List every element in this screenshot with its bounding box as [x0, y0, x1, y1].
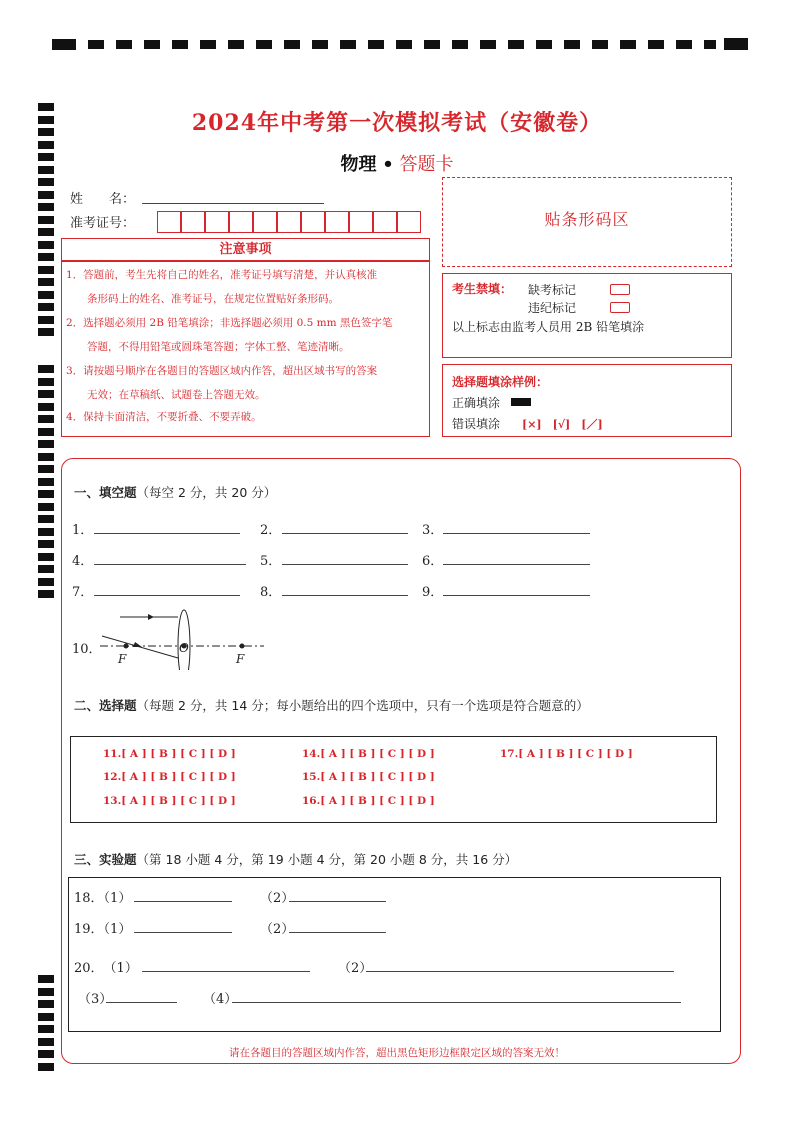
choice-16[interactable]: 16.[ A ] [ B ] [ C ] [ D ]: [302, 795, 435, 807]
timing-mark: [38, 540, 54, 548]
section1-note: （每空 2 分，共 20 分）: [136, 485, 277, 500]
timing-mark: [38, 565, 54, 573]
timing-mark: [38, 216, 54, 224]
fill-8-label: 8．: [260, 585, 282, 600]
page-title: 2024年中考第一次模拟考试（安徽卷）: [191, 110, 603, 136]
notice-item-3b: 无效；在草稿纸、试题卷上答题无效。: [66, 389, 266, 401]
q18-part1-label: 18．（1）: [74, 891, 132, 906]
id-digit-box[interactable]: [181, 211, 205, 233]
timing-mark: [38, 228, 54, 236]
fill-4-line[interactable]: [94, 564, 246, 565]
timing-mark: [38, 266, 54, 274]
notice-item-2: 2．选择题必须用 2B 铅笔填涂；非选择题必须用 0.5 mm 黑色签字笔: [66, 317, 393, 329]
id-digit-box[interactable]: [157, 211, 181, 233]
timing-mark: [38, 403, 54, 411]
timing-mark: [38, 415, 54, 423]
fill-3-label: 3．: [422, 523, 444, 538]
q19-part1-line[interactable]: [134, 932, 232, 933]
id-digit-box[interactable]: [349, 211, 373, 233]
section1-heading: [74, 483, 276, 501]
fill-7-line[interactable]: [94, 595, 240, 596]
choice-11[interactable]: 11.[ A ] [ B ] [ C ] [ D ]: [103, 748, 236, 760]
focus-label-right: F: [236, 652, 245, 666]
fill-1-label: 1．: [72, 523, 94, 538]
card-label: 答题卡: [399, 154, 454, 175]
id-digit-box[interactable]: [205, 211, 229, 233]
ray-1-arrow: [148, 614, 154, 620]
choice-15[interactable]: 15.[ A ] [ B ] [ C ] [ D ]: [302, 771, 435, 783]
fill-1-line[interactable]: [94, 533, 240, 534]
timing-mark: [38, 975, 54, 983]
id-digit-box[interactable]: [397, 211, 421, 233]
timing-mark: [38, 253, 54, 261]
timing-mark: [38, 316, 54, 324]
q20-part4-line[interactable]: [232, 1002, 681, 1003]
subtitle: [0, 150, 794, 176]
fill-2-label: 2．: [260, 523, 282, 538]
fill-6-label: 6．: [422, 554, 444, 569]
absent-label: 缺考标记: [528, 283, 577, 297]
fill-7-label: 7．: [72, 585, 94, 600]
timing-mark: [38, 428, 54, 436]
notice-item-1: 1．答题前，考生先将自己的姓名，准考证号填写清楚，并认真核准: [66, 269, 378, 281]
timing-mark: [38, 328, 54, 336]
q18-part2-line[interactable]: [289, 901, 386, 902]
timing-mark: [38, 365, 54, 373]
timing-mark: [38, 278, 54, 286]
timing-mark: [38, 390, 54, 398]
timing-mark: [38, 590, 54, 598]
violation-mark-box[interactable]: [610, 302, 630, 313]
timing-mark: [38, 1063, 54, 1071]
focus-label-left: F: [118, 652, 127, 666]
timing-mark: [38, 988, 54, 996]
notice-item-2b: 答题，不得用铅笔或圆珠笔答题；字体工整、笔迹清晰。: [66, 341, 350, 353]
q20-part1-label: 20． （1）: [74, 961, 138, 976]
q19-part2-line[interactable]: [289, 932, 386, 933]
section2-title: 二、选择题: [74, 698, 137, 713]
fill-10-label: 10．: [72, 642, 102, 657]
id-digit-box[interactable]: [277, 211, 301, 233]
fill-8-line[interactable]: [282, 595, 408, 596]
timing-mark: [38, 178, 54, 186]
violation-label: 违纪标记: [528, 301, 577, 315]
timing-mark: [38, 453, 54, 461]
forbidden-note: 以上标志由监考人员用 2B 铅笔填涂: [452, 320, 645, 334]
sample-label: 选择题填涂样例：: [452, 375, 549, 389]
timing-mark: [38, 465, 54, 473]
filled-mark-icon: [511, 398, 531, 406]
timing-mark: [38, 478, 54, 486]
wrong-marks: [×] [√] [／]: [522, 418, 603, 431]
dot-separator: •: [382, 154, 394, 175]
ray-2-arrow: [133, 642, 142, 647]
q20-part3-label: （3）: [78, 992, 113, 1007]
q20-part1-line[interactable]: [142, 971, 310, 972]
timing-mark: [38, 1025, 54, 1033]
notice-item-4: 4．保持卡面清洁，不要折叠、不要弄破。: [66, 411, 262, 423]
timing-mark: [38, 553, 54, 561]
timing-mark: [38, 378, 54, 386]
focus-point-left: [124, 644, 129, 649]
fill-2-line[interactable]: [282, 533, 408, 534]
section2-heading: [74, 696, 589, 714]
choice-17[interactable]: 17.[ A ] [ B ] [ C ] [ D ]: [500, 748, 633, 760]
q19-part1-label: 19．（1）: [74, 922, 132, 937]
id-digit-box[interactable]: [325, 211, 349, 233]
name-field[interactable]: [142, 203, 324, 204]
convex-lens: [178, 610, 190, 670]
barcode-label: 贴条形码区: [544, 210, 630, 229]
timing-mark: [38, 303, 54, 311]
id-label: 准考证号：: [70, 216, 136, 231]
q20-part4-label: （4）: [203, 992, 238, 1007]
id-digit-box[interactable]: [373, 211, 397, 233]
forbidden-label: 考生禁填：: [452, 282, 513, 296]
id-digit-box[interactable]: [253, 211, 277, 233]
choice-12[interactable]: 12.[ A ] [ B ] [ C ] [ D ]: [103, 771, 236, 783]
timing-mark: [38, 578, 54, 586]
fill-5-label: 5．: [260, 554, 282, 569]
choice-14[interactable]: 14.[ A ] [ B ] [ C ] [ D ]: [302, 748, 435, 760]
section3-heading: [74, 850, 517, 868]
timing-mark: [38, 440, 54, 448]
q19-part2-label: （2）: [260, 922, 295, 937]
choice-13[interactable]: 13.[ A ] [ B ] [ C ] [ D ]: [103, 795, 236, 807]
timing-mark: [38, 291, 54, 299]
fill-5-line[interactable]: [282, 564, 408, 565]
q18-part2-label: （2）: [260, 891, 295, 906]
fill-3-line[interactable]: [443, 533, 590, 534]
section1-title: 一、填空题: [74, 485, 137, 500]
id-digit-box[interactable]: [229, 211, 253, 233]
timing-mark: [38, 515, 54, 523]
fill-9-line[interactable]: [443, 595, 590, 596]
section3-note: （第 18 小题 4 分，第 19 小题 4 分，第 20 小题 8 分，共 16 分）: [136, 852, 518, 867]
notice-item-3: 3．请按题号顺序在各题目的答题区域内作答，超出区域书写的答案: [66, 365, 378, 377]
focus-point-right: [240, 644, 245, 649]
absent-mark-box[interactable]: [610, 284, 630, 295]
notice-title: 注意事项: [61, 238, 430, 261]
id-digit-box[interactable]: [301, 211, 325, 233]
timing-mark: [38, 191, 54, 199]
timing-mark: [38, 1013, 54, 1021]
name-label: 姓 名：: [70, 192, 136, 207]
footer-note: 请在各题目的答题区域内作答，超出黑色矩形边框限定区域的答案无效！: [229, 1047, 565, 1059]
q18-part1-line[interactable]: [134, 901, 232, 902]
timing-mark: [38, 1000, 54, 1008]
section2-note: （每题 2 分，共 14 分；每小题给出的四个选项中，只有一个选项是符合题意的）: [136, 698, 589, 713]
notice-item-1b: 条形码上的姓名、准考证号，在规定位置贴好条形码。: [66, 293, 339, 305]
timing-mark: [38, 203, 54, 211]
correct-label: 正确填涂: [452, 396, 501, 410]
section3-title: 三、实验题: [74, 852, 137, 867]
timing-mark: [38, 490, 54, 498]
wrong-label: 错误填涂: [452, 417, 501, 431]
fill-4-label: 4．: [72, 554, 94, 569]
q20-part2-label: （2）: [338, 961, 373, 976]
timing-mark: [38, 528, 54, 536]
timing-mark: [38, 241, 54, 249]
fill-9-label: 9．: [422, 585, 444, 600]
lens-diagram[interactable]: [96, 600, 276, 670]
subject-label: 物理: [340, 154, 377, 175]
q20-part3-line[interactable]: [106, 1002, 177, 1003]
optical-center-label: O: [179, 641, 189, 655]
fill-6-line[interactable]: [443, 564, 590, 565]
timing-mark: [38, 141, 54, 149]
timing-mark: [38, 503, 54, 511]
q20-part2-line[interactable]: [366, 971, 674, 972]
